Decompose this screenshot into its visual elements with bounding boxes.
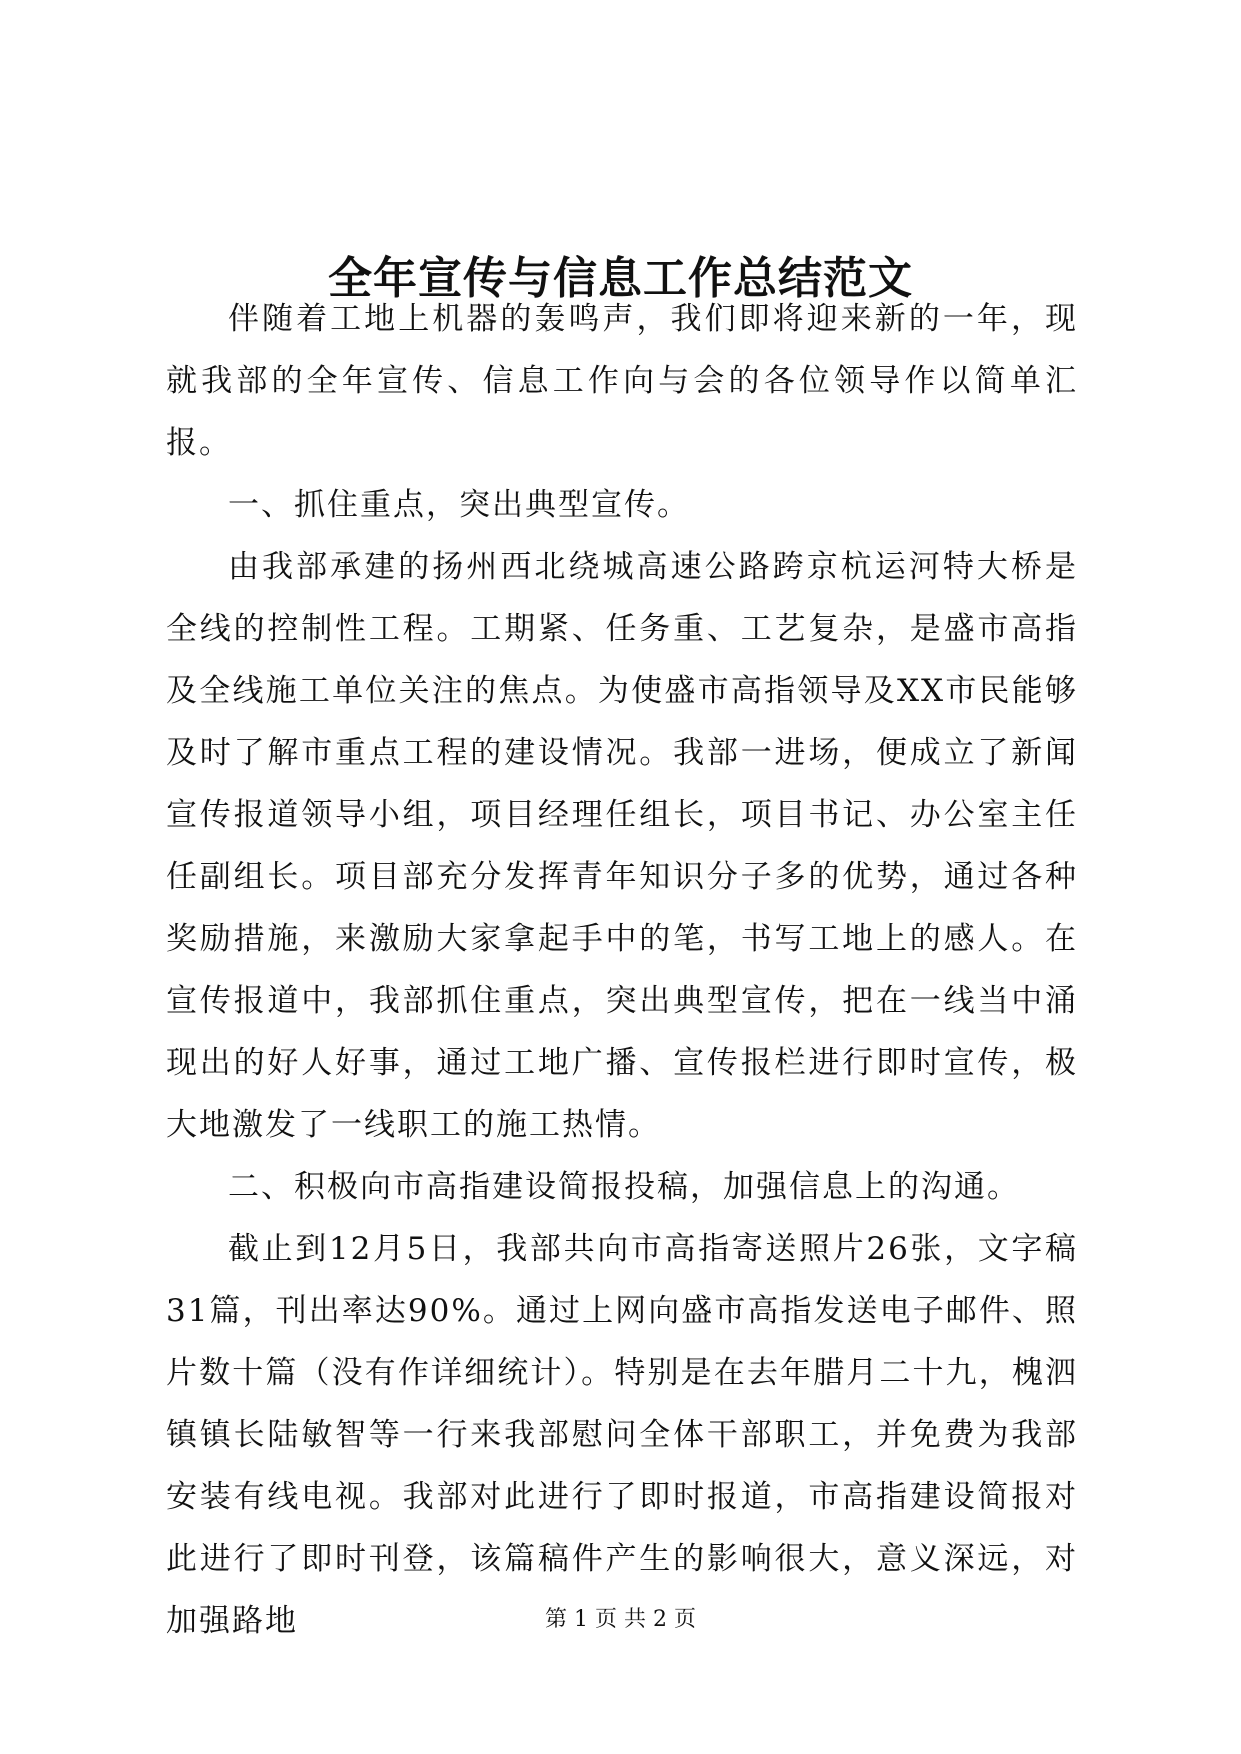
page-footer: 第 1 页 共 2 页 bbox=[545, 1607, 696, 1632]
section-heading-2: 二、积极向市高指建设简报投稿，加强信息上的沟通。 bbox=[228, 1169, 1020, 1205]
document-body bbox=[166, 288, 1078, 1652]
paragraph-section-2: 截止到12月5日，我部共向市高指寄送照片26张，文字稿31篇，刊出率达90%。通过上网向盛市高指发送电子邮件、照片数十篇（没有作详细统计）。特别是在去年腊月二十九，槐泗镇镇长陆敏智等一行来我部慰问全体干部职工，并免费为我部安装有线电视。我部对此进行了即时报道，市高指建设简报对此进行了即时刊登，该篇稿件产生的影响很大，意义深远，对加强路地 bbox=[166, 1231, 1078, 1639]
paragraph-intro: 伴随着工地上机器的轰鸣声，我们即将迎来新的一年，现就我部的全年宣传、信息工作向与会的各位领导作以简单汇报。 bbox=[166, 301, 1078, 461]
paragraph-section-1: 由我部承建的扬州西北绕城高速公路跨京杭运河特大桥是全线的控制性工程。工期紧、任务重、工艺复杂，是盛市高指及全线施工单位关注的焦点。为使盛市高指领导及XX市民能够及时了解市重点工程的建设情况。我部一进场，便成立了新闻宣传报道领导小组，项目经理任组长，项目书记、办公室主任任副组长。项目部充分发挥青年知识分子多的优势，通过各种奖励措施，来激励大家拿起手中的笔，书写工地上的感人。在宣传报道中，我部抓住重点，突出典型宣传，把在一线当中涌现出的好人好事，通过工地广播、宣传报栏进行即时宣传，极大地激发了一线职工的施工热情。 bbox=[166, 549, 1078, 1143]
document-title: 全年宣传与信息工作总结范文 bbox=[328, 253, 913, 305]
section-heading-1: 一、抓住重点，突出典型宣传。 bbox=[228, 487, 690, 523]
